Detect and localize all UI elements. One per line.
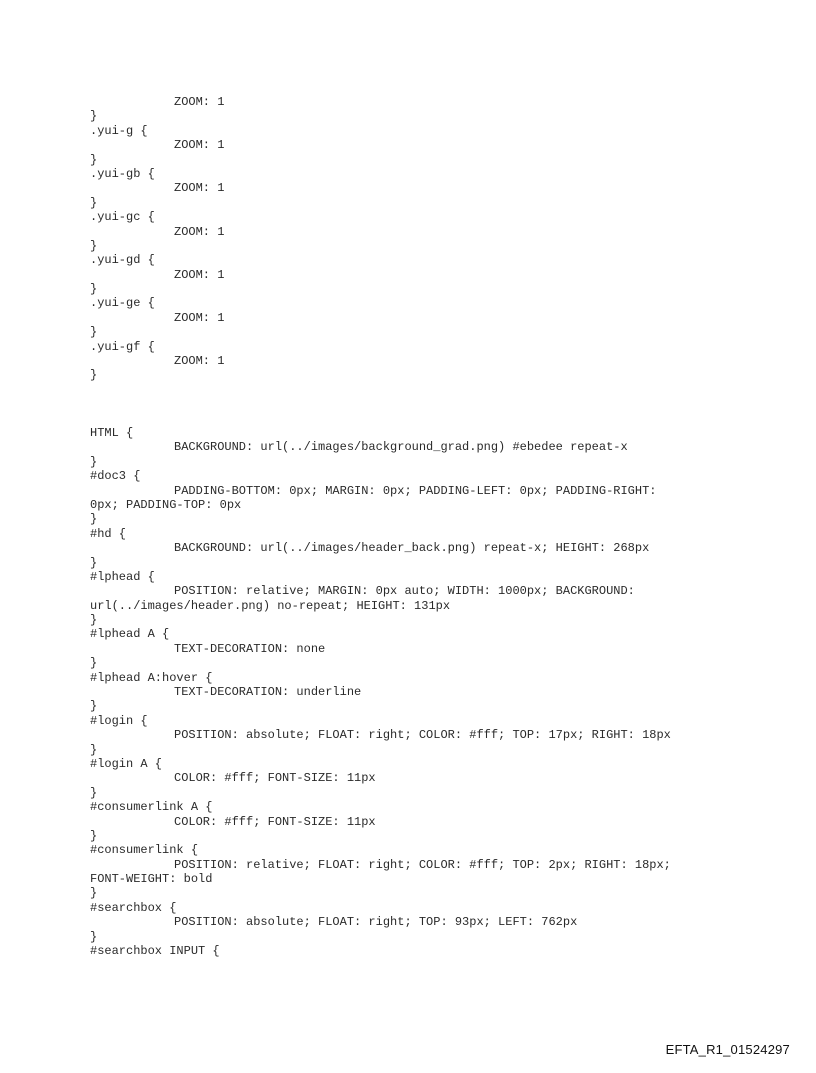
- code-line: 0px; PADDING-TOP: 0px: [90, 497, 242, 512]
- code-line: }: [90, 742, 98, 757]
- code-line: }: [90, 325, 98, 340]
- code-line: ZOOM: 1: [174, 310, 225, 325]
- document-id-footer: EFTA_R1_01524297: [665, 1042, 790, 1057]
- code-line: ZOOM: 1: [174, 95, 225, 109]
- code-line: COLOR: #fff; FONT-SIZE: 11px: [174, 771, 376, 786]
- code-line: FONT-WEIGHT: bold: [90, 872, 213, 887]
- code-line: .yui-ge {: [90, 296, 155, 311]
- code-line: HTML {: [90, 425, 134, 440]
- code-line: PADDING-BOTTOM: 0px; MARGIN: 0px; PADDING-LEFT: 0px; PADDING-RIGHT:: [174, 483, 657, 498]
- code-line: #searchbox INPUT {: [90, 944, 220, 959]
- code-line: #consumerlink A {: [90, 800, 213, 815]
- code-line: .yui-g {: [90, 123, 148, 138]
- code-line: ZOOM: 1: [174, 354, 225, 369]
- code-line: .yui-gf {: [90, 339, 155, 354]
- code-line: #lphead A:hover {: [90, 670, 213, 685]
- code-line: }: [90, 785, 98, 800]
- code-line: #lphead A {: [90, 627, 170, 642]
- code-line: TEXT-DECORATION: underline: [174, 685, 362, 700]
- code-line: ZOOM: 1: [174, 224, 225, 239]
- code-line: POSITION: relative; FLOAT: right; COLOR: #fff; TOP: 2px; RIGHT: 18px;: [174, 857, 671, 872]
- code-line: }: [90, 886, 98, 901]
- code-line: #doc3 {: [90, 469, 141, 484]
- code-line: POSITION: absolute; FLOAT: right; TOP: 93px; LEFT: 762px: [174, 915, 578, 930]
- code-line: }: [90, 512, 98, 527]
- code-line: }: [90, 282, 98, 297]
- code-line: }: [90, 195, 98, 210]
- code-line: ZOOM: 1: [174, 138, 225, 153]
- code-line: #consumerlink {: [90, 843, 199, 858]
- code-line: }: [90, 109, 98, 124]
- code-line: POSITION: absolute; FLOAT: right; COLOR: #fff; TOP: 17px; RIGHT: 18px: [174, 728, 671, 743]
- code-line: }: [90, 152, 98, 167]
- code-line: BACKGROUND: url(../images/header_back.png) repeat-x; HEIGHT: 268px: [174, 541, 650, 556]
- code-line: .yui-gd {: [90, 253, 155, 268]
- code-line: }: [90, 828, 98, 843]
- code-line: }: [90, 699, 98, 714]
- code-line: }: [90, 613, 98, 628]
- code-line: .yui-gc {: [90, 210, 155, 225]
- code-line: [90, 412, 790, 426]
- code-line: ZOOM: 1: [174, 181, 225, 196]
- code-line: #lphead {: [90, 569, 155, 584]
- code-line: }: [90, 238, 98, 253]
- code-line: BACKGROUND: url(../images/background_grad.png) #ebedee repeat-x: [174, 440, 628, 455]
- code-line: url(../images/header.png) no-repeat; HEIGHT: 131px: [90, 598, 451, 613]
- code-line: POSITION: relative; MARGIN: 0px auto; WIDTH: 1000px; BACKGROUND:: [174, 584, 635, 599]
- code-line: #searchbox {: [90, 900, 177, 915]
- code-line: [90, 397, 790, 411]
- code-line: .yui-gb {: [90, 166, 155, 181]
- code-line: ZOOM: 1: [174, 267, 225, 282]
- code-line: [90, 383, 790, 397]
- code-line: COLOR: #fff; FONT-SIZE: 11px: [174, 814, 376, 829]
- code-line: #login A {: [90, 756, 163, 771]
- code-line: }: [90, 368, 98, 383]
- code-line: }: [90, 656, 98, 671]
- code-line: #hd {: [90, 526, 127, 541]
- code-line: #login {: [90, 713, 148, 728]
- css-code-listing: [90, 95, 790, 958]
- code-line: }: [90, 555, 98, 570]
- code-line: }: [90, 454, 98, 469]
- code-line: }: [90, 929, 98, 944]
- code-line: TEXT-DECORATION: none: [174, 641, 326, 656]
